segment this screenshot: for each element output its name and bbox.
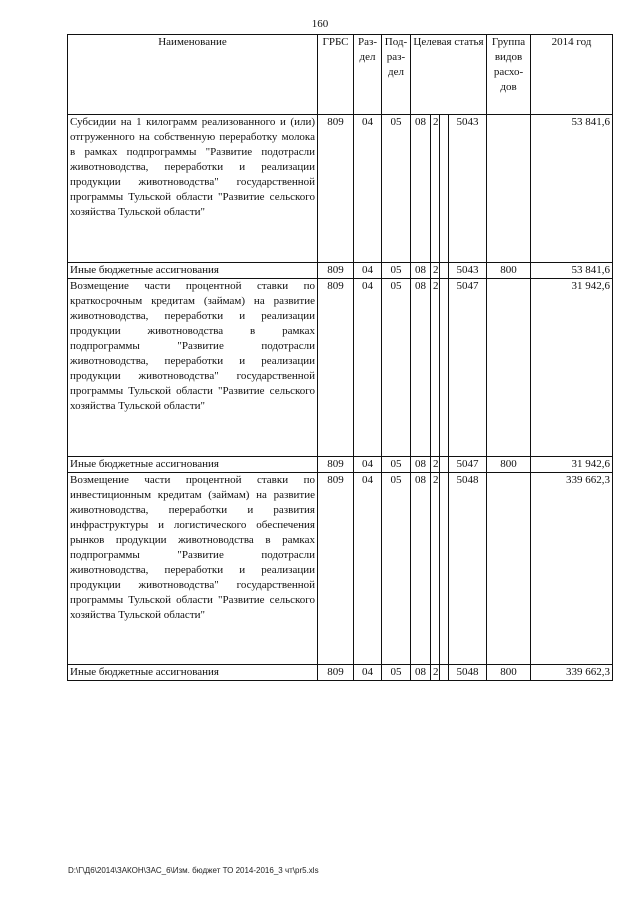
row-target-part4: 5043 — [449, 263, 487, 279]
header-row — [68, 35, 613, 115]
header-group: Группа видов расхо-дов — [487, 35, 531, 115]
row-target-part2: 2 — [431, 457, 440, 473]
row-group: 800 — [487, 665, 531, 681]
row-group — [487, 473, 531, 665]
row-grbs: 809 — [318, 665, 354, 681]
row-amount: 339 662,3 — [531, 665, 613, 681]
row-grbs: 809 — [318, 457, 354, 473]
row-group: 800 — [487, 263, 531, 279]
header-year: 2014 год — [531, 35, 613, 115]
row-name: Возмещение части процентной ставки по инвестиционным кредитам (займам) на развитие животноводства, переработки и развития инфраструктуры и логистического обеспечения рынков продукции животноводства в рамках подпрограммы "Развитие подотрасли животноводства, переработки и реализации продукции животноводства" государственной программы Тульской области "Развитие сельского хозяйства Тульской области" — [68, 473, 318, 665]
row-target-part3 — [440, 263, 449, 279]
row-razdel: 04 — [354, 665, 382, 681]
table-row — [68, 115, 613, 263]
table-row — [68, 263, 613, 279]
row-podrazdel: 05 — [382, 279, 411, 457]
row-amount: 53 841,6 — [531, 115, 613, 263]
row-grbs: 809 — [318, 279, 354, 457]
row-target-part2: 2 — [431, 263, 440, 279]
header-target: Целевая статья — [411, 35, 487, 115]
row-target-part3 — [440, 457, 449, 473]
row-target-part4: 5043 — [449, 115, 487, 263]
header-grbs: ГРБС — [318, 35, 354, 115]
row-target-part2: 2 — [431, 665, 440, 681]
row-target-part1: 08 — [411, 263, 431, 279]
row-grbs: 809 — [318, 115, 354, 263]
header-razdel: Раз-дел — [354, 35, 382, 115]
row-target-part1: 08 — [411, 115, 431, 263]
row-target-part3 — [440, 279, 449, 457]
row-target-part1: 08 — [411, 473, 431, 665]
row-razdel: 04 — [354, 263, 382, 279]
row-amount: 31 942,6 — [531, 457, 613, 473]
row-target-part1: 08 — [411, 665, 431, 681]
row-target-part4: 5048 — [449, 665, 487, 681]
row-name: Иные бюджетные ассигнования — [68, 665, 318, 681]
row-target-part3 — [440, 473, 449, 665]
row-razdel: 04 — [354, 115, 382, 263]
row-group — [487, 115, 531, 263]
row-podrazdel: 05 — [382, 263, 411, 279]
row-target-part1: 08 — [411, 279, 431, 457]
row-razdel: 04 — [354, 279, 382, 457]
row-target-part3 — [440, 665, 449, 681]
row-target-part2: 2 — [431, 473, 440, 665]
header-podrazdel: Под-раз-дел — [382, 35, 411, 115]
row-podrazdel: 05 — [382, 457, 411, 473]
file-path-footer: D:\Г\Д6\2014\ЗАКОН\ЗАС_6\Изм. бюджет ТО 2014-2016_3 чт\pr5.xls — [68, 866, 319, 875]
row-group: 800 — [487, 457, 531, 473]
row-razdel: 04 — [354, 457, 382, 473]
budget-table — [67, 34, 613, 681]
row-target-part4: 5048 — [449, 473, 487, 665]
row-podrazdel: 05 — [382, 665, 411, 681]
row-target-part4: 5047 — [449, 457, 487, 473]
table-row — [68, 279, 613, 457]
row-target-part2: 2 — [431, 279, 440, 457]
table-row — [68, 473, 613, 665]
row-amount: 31 942,6 — [531, 279, 613, 457]
row-name: Иные бюджетные ассигнования — [68, 263, 318, 279]
row-amount: 339 662,3 — [531, 473, 613, 665]
table-row — [68, 665, 613, 681]
row-group — [487, 279, 531, 457]
row-target-part3 — [440, 115, 449, 263]
row-razdel: 04 — [354, 473, 382, 665]
table-row — [68, 457, 613, 473]
header-name: Наименование — [68, 35, 318, 115]
row-grbs: 809 — [318, 263, 354, 279]
row-target-part2: 2 — [431, 115, 440, 263]
row-target-part1: 08 — [411, 457, 431, 473]
row-name: Возмещение части процентной ставки по краткосрочным кредитам (займам) на развитие животноводства, переработки и реализации продукции животноводства в рамках подпрограммы "Развитие подотрасли животноводства, переработки и реализации продукции животноводства" государственной программы Тульской области "Развитие сельского хозяйства Тульской области" — [68, 279, 318, 457]
row-name: Субсидии на 1 килограмм реализованного и (или) отгруженного на собственную переработку молока в рамках подпрограммы "Развитие подотрасли животноводства, переработки и реализации продукции животноводства" государственной программы Тульской области "Развитие сельского хозяйства Тульской области" — [68, 115, 318, 263]
row-grbs: 809 — [318, 473, 354, 665]
row-name: Иные бюджетные ассигнования — [68, 457, 318, 473]
row-podrazdel: 05 — [382, 115, 411, 263]
page-number: 160 — [311, 18, 329, 30]
row-target-part4: 5047 — [449, 279, 487, 457]
row-podrazdel: 05 — [382, 473, 411, 665]
row-amount: 53 841,6 — [531, 263, 613, 279]
